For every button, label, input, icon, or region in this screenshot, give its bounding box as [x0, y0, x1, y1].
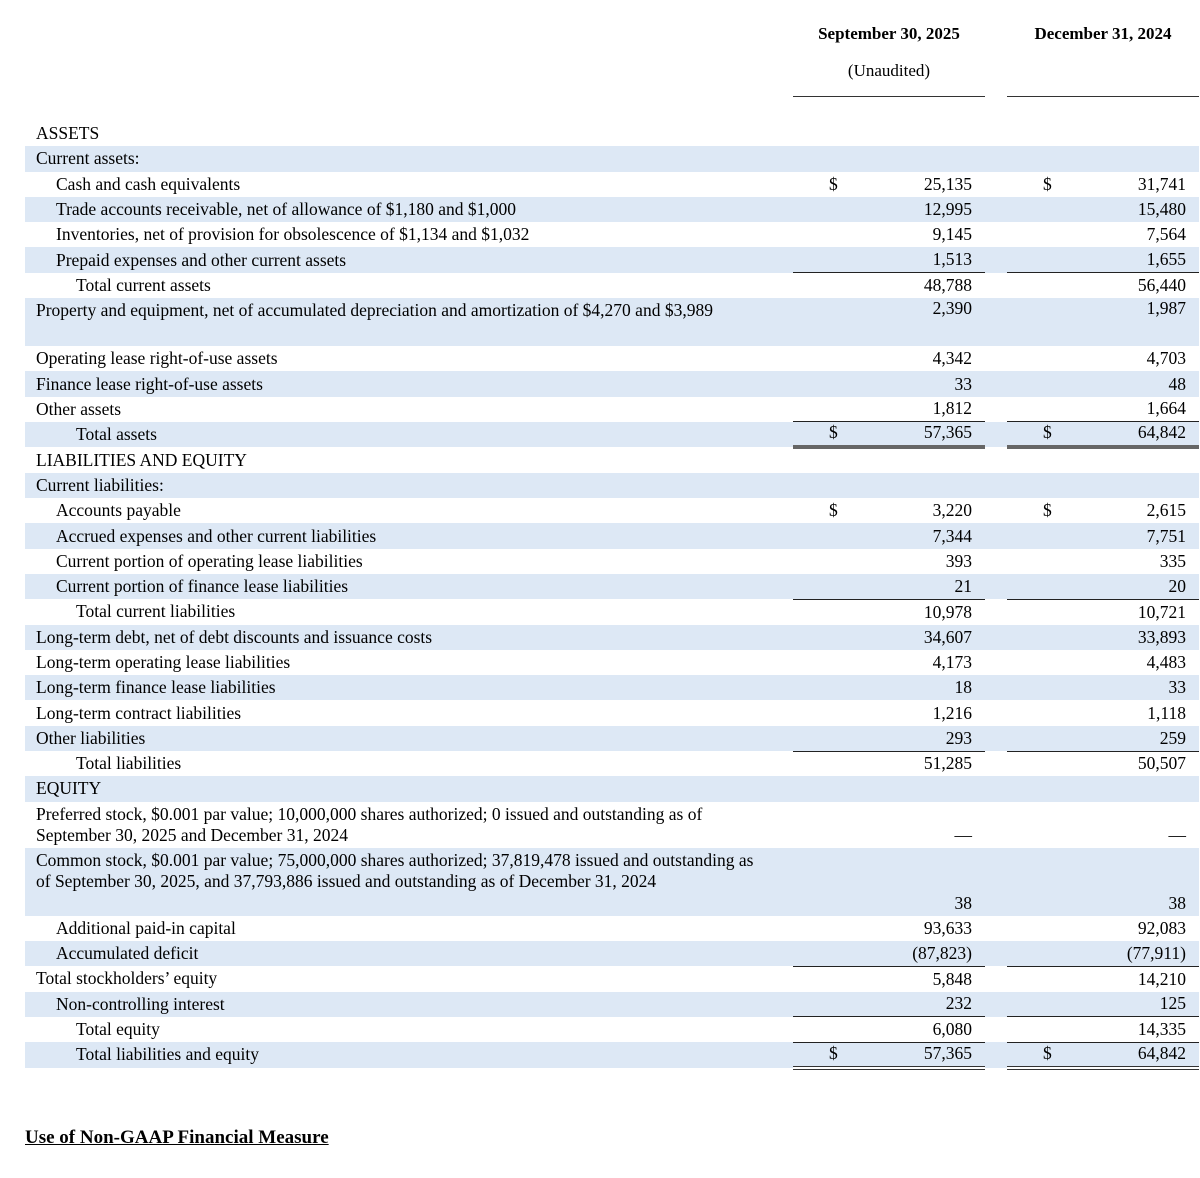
amount-value: 7,564	[1146, 224, 1186, 245]
amount-value: (77,911)	[1126, 942, 1186, 963]
value-sep-30-2025	[793, 397, 985, 422]
value-dec-31-2024	[1007, 397, 1199, 422]
amount-value: 293	[945, 727, 972, 748]
value-dec-31-2024	[1007, 498, 1199, 523]
value-sep-30-2025	[793, 599, 985, 624]
value-sep-30-2025	[793, 172, 985, 197]
value-dec-31-2024	[1007, 802, 1199, 848]
column-gap	[770, 397, 793, 422]
row-label: Trade accounts receivable, net of allowance of $1,180 and $1,000	[25, 197, 770, 222]
row-label: ASSETS	[36, 123, 100, 144]
value-dec-31-2024	[1007, 447, 1199, 472]
row-label: EQUITY	[25, 776, 770, 801]
amount-value: —	[954, 824, 972, 845]
amount-value: 57,365	[923, 422, 972, 443]
table-row	[25, 172, 1199, 197]
column-gap	[770, 650, 793, 675]
column-gap	[985, 625, 1007, 650]
row-label: Additional paid-in capital	[56, 917, 236, 938]
table-row	[25, 247, 1199, 272]
value-dec-31-2024	[1007, 273, 1199, 298]
table-row	[25, 422, 1199, 448]
currency-symbol: $	[1043, 173, 1052, 194]
amount-value: 34,607	[923, 626, 972, 647]
column-gap	[770, 523, 793, 548]
value-dec-31-2024	[1007, 848, 1199, 916]
amount-value: 50,507	[1137, 753, 1186, 774]
column-gap	[770, 726, 793, 751]
amount-value: 10,978	[923, 601, 972, 622]
table-row	[25, 848, 1199, 916]
column-date: September 30, 2025	[818, 24, 960, 43]
column-gap	[985, 222, 1007, 247]
column-date: December 31, 2024	[1034, 24, 1172, 43]
row-label: Long-term debt, net of debt discounts and issuance costs	[25, 625, 770, 650]
table-row	[25, 498, 1199, 523]
table-row	[25, 776, 1199, 801]
amount-value: 21	[954, 575, 972, 596]
value-dec-31-2024	[1007, 625, 1199, 650]
table-row	[25, 751, 1199, 776]
column-gap	[770, 273, 793, 298]
value-sep-30-2025	[793, 422, 985, 448]
column-gap	[985, 675, 1007, 700]
value-sep-30-2025	[793, 298, 985, 346]
value-dec-31-2024	[1007, 941, 1199, 966]
amount-value: 3,220	[932, 500, 972, 521]
amount-value: 393	[945, 550, 972, 571]
table-row	[25, 599, 1199, 624]
column-gap	[985, 498, 1007, 523]
amount-value: 1,664	[1146, 398, 1186, 419]
value-sep-30-2025	[793, 751, 985, 776]
column-gap	[985, 1042, 1007, 1068]
column-gap	[770, 197, 793, 222]
column-gap	[985, 422, 1007, 448]
column-gap	[985, 992, 1007, 1017]
row-label: Preferred stock, $0.001 par value; 10,000,000 shares authorized; 0 issued and outstanding as of September 30, 2025 and December 31, 2024	[36, 803, 703, 845]
value-dec-31-2024	[1007, 197, 1199, 222]
value-sep-30-2025	[793, 273, 985, 298]
column-gap	[770, 498, 793, 523]
currency-symbol: $	[829, 173, 838, 194]
column-gap	[770, 1042, 793, 1068]
row-label: Current portion of operating lease liabilities	[56, 550, 363, 571]
column-gap	[985, 650, 1007, 675]
amount-value: 18	[954, 677, 972, 698]
row-label: Cash and cash equivalents	[56, 173, 241, 194]
column-gap	[985, 802, 1007, 848]
value-dec-31-2024	[1007, 650, 1199, 675]
column-gap	[770, 1017, 793, 1042]
table-row	[25, 916, 1199, 941]
value-dec-31-2024	[1007, 1042, 1199, 1068]
row-label: Accounts payable	[56, 500, 181, 521]
table-row	[25, 121, 1199, 146]
amount-value: 1,216	[932, 702, 972, 723]
column-gap	[985, 298, 1007, 346]
amount-value: 33	[954, 373, 972, 394]
table-row	[25, 1017, 1199, 1042]
row-label: Other liabilities	[25, 726, 770, 751]
value-sep-30-2025	[793, 941, 985, 966]
row-label: Other assets	[36, 398, 122, 419]
table-row	[25, 473, 1199, 498]
row-label: Finance lease right-of-use assets	[25, 371, 770, 396]
column-gap	[770, 802, 793, 848]
value-sep-30-2025	[793, 992, 985, 1017]
amount-value: 64,842	[1137, 1042, 1186, 1063]
value-dec-31-2024	[1007, 916, 1199, 941]
column-gap	[985, 273, 1007, 298]
row-label: Property and equipment, net of accumulated depreciation and amortization of $4,270 and $3,989	[25, 298, 770, 346]
table-row	[25, 650, 1199, 675]
column-gap	[770, 121, 793, 146]
value-sep-30-2025	[793, 498, 985, 523]
column-gap	[985, 447, 1007, 472]
value-dec-31-2024	[1007, 222, 1199, 247]
table-row	[25, 1042, 1199, 1068]
amount-value: 232	[945, 993, 972, 1014]
row-label: Prepaid expenses and other current assets	[25, 247, 770, 272]
row-label: Current liabilities:	[25, 473, 770, 498]
value-sep-30-2025	[793, 346, 985, 371]
row-label: Total liabilities	[76, 753, 182, 774]
currency-symbol: $	[829, 1042, 838, 1063]
row-label: Accumulated deficit	[25, 941, 770, 966]
column-gap	[770, 916, 793, 941]
amount-value: 6,080	[932, 1018, 972, 1039]
table-row	[25, 146, 1199, 171]
amount-value: 56,440	[1137, 275, 1186, 296]
value-dec-31-2024	[1007, 172, 1199, 197]
currency-symbol: $	[1043, 1042, 1052, 1063]
column-gap	[985, 146, 1007, 171]
amount-value: 7,344	[932, 525, 972, 546]
column-gap	[770, 625, 793, 650]
table-row	[25, 447, 1199, 472]
column-gap	[770, 848, 793, 916]
amount-value: 64,842	[1137, 422, 1186, 443]
amount-value: 48	[1168, 373, 1186, 394]
value-sep-30-2025	[793, 726, 985, 751]
value-sep-30-2025	[793, 549, 985, 574]
value-dec-31-2024	[1007, 726, 1199, 751]
value-sep-30-2025	[793, 625, 985, 650]
value-sep-30-2025	[793, 966, 985, 991]
row-label: Total current assets	[76, 274, 211, 295]
column-gap	[770, 247, 793, 272]
row-label: Non-controlling interest	[25, 992, 770, 1017]
value-dec-31-2024	[1007, 992, 1199, 1017]
row-label: Total assets	[25, 422, 770, 448]
value-dec-31-2024	[1007, 473, 1199, 498]
column-gap	[770, 172, 793, 197]
value-dec-31-2024	[1007, 675, 1199, 700]
amount-value: 2,390	[932, 298, 972, 319]
amount-value: 1,987	[1146, 298, 1186, 319]
column-note: (Unaudited)	[847, 61, 931, 80]
table-row	[25, 726, 1199, 751]
column-gap	[985, 371, 1007, 396]
column-header-rule	[793, 96, 985, 97]
amount-value: 93,633	[923, 917, 972, 938]
value-sep-30-2025	[793, 700, 985, 725]
table-row	[25, 371, 1199, 396]
value-dec-31-2024	[1007, 700, 1199, 725]
value-sep-30-2025	[793, 447, 985, 472]
table-row	[25, 966, 1199, 991]
column-gap	[985, 941, 1007, 966]
row-label: Total equity	[76, 1018, 160, 1039]
value-dec-31-2024	[1007, 574, 1199, 599]
amount-value: 259	[1159, 727, 1186, 748]
amount-value: 48,788	[923, 275, 972, 296]
currency-symbol: $	[1043, 500, 1052, 521]
column-header	[0, 0, 1200, 110]
amount-value: 33,893	[1137, 626, 1186, 647]
column-gap	[770, 574, 793, 599]
value-sep-30-2025	[793, 121, 985, 146]
table-row	[25, 298, 1199, 346]
value-sep-30-2025	[793, 650, 985, 675]
column-gap	[985, 700, 1007, 725]
column-gap	[985, 916, 1007, 941]
row-label: Current assets:	[25, 146, 770, 171]
amount-value: 20	[1168, 575, 1186, 596]
column-gap	[770, 599, 793, 624]
amount-value: 14,210	[1137, 968, 1186, 989]
value-dec-31-2024	[1007, 549, 1199, 574]
amount-value: 31,741	[1137, 173, 1186, 194]
column-gap	[985, 549, 1007, 574]
column-gap	[985, 346, 1007, 371]
column-gap	[770, 422, 793, 448]
table-row	[25, 273, 1199, 298]
column-gap	[770, 473, 793, 498]
column-gap	[985, 473, 1007, 498]
column-gap	[770, 776, 793, 801]
amount-value: 4,173	[932, 652, 972, 673]
value-sep-30-2025	[793, 675, 985, 700]
section-title-non-gaap: Use of Non-GAAP Financial Measure	[25, 1127, 329, 1148]
row-label: Long-term contract liabilities	[36, 702, 242, 723]
amount-value: (87,823)	[912, 942, 972, 963]
currency-symbol: $	[829, 422, 838, 443]
column-gap	[770, 371, 793, 396]
table-row	[25, 197, 1199, 222]
value-sep-30-2025	[793, 473, 985, 498]
value-sep-30-2025	[793, 802, 985, 848]
amount-value: 335	[1159, 550, 1186, 571]
amount-value: 4,483	[1146, 652, 1186, 673]
amount-value: 1,513	[932, 249, 972, 270]
column-gap	[770, 751, 793, 776]
table-row	[25, 346, 1199, 371]
column-header-rule	[1007, 96, 1199, 97]
row-label: Total liabilities and equity	[25, 1042, 770, 1068]
column-gap	[770, 675, 793, 700]
table-row	[25, 802, 1199, 848]
column-gap	[985, 197, 1007, 222]
value-dec-31-2024	[1007, 422, 1199, 448]
value-sep-30-2025	[793, 916, 985, 941]
amount-value: 1,812	[932, 398, 972, 419]
table-row	[25, 700, 1199, 725]
currency-symbol: $	[1043, 422, 1052, 443]
table-row	[25, 523, 1199, 548]
table-row	[25, 992, 1199, 1017]
balance-sheet-table	[25, 121, 1199, 1070]
amount-value: 125	[1159, 993, 1186, 1014]
value-sep-30-2025	[793, 776, 985, 801]
value-sep-30-2025	[793, 1042, 985, 1068]
table-row	[25, 549, 1199, 574]
column-gap	[770, 941, 793, 966]
column-gap	[985, 776, 1007, 801]
amount-value: 92,083	[1137, 917, 1186, 938]
table-row	[25, 941, 1199, 966]
column-gap	[770, 966, 793, 991]
amount-value: 12,995	[923, 199, 972, 220]
column-gap	[985, 523, 1007, 548]
value-dec-31-2024	[1007, 966, 1199, 991]
row-label: Long-term finance lease liabilities	[25, 675, 770, 700]
row-label: Total current liabilities	[76, 601, 236, 622]
value-sep-30-2025	[793, 222, 985, 247]
value-dec-31-2024	[1007, 346, 1199, 371]
amount-value: 1,655	[1146, 249, 1186, 270]
value-dec-31-2024	[1007, 371, 1199, 396]
table-row	[25, 574, 1199, 599]
value-dec-31-2024	[1007, 146, 1199, 171]
value-sep-30-2025	[793, 523, 985, 548]
amount-value: 9,145	[932, 224, 972, 245]
amount-value: 38	[954, 892, 972, 913]
column-gap	[985, 966, 1007, 991]
column-gap	[985, 599, 1007, 624]
row-label: Accrued expenses and other current liabilities	[25, 523, 770, 548]
value-sep-30-2025	[793, 848, 985, 916]
column-gap	[985, 726, 1007, 751]
column-gap	[770, 298, 793, 346]
row-label: Inventories, net of provision for obsolescence of $1,134 and $1,032	[56, 224, 530, 245]
column-gap	[985, 1017, 1007, 1042]
table-row	[25, 222, 1199, 247]
amount-value: 1,118	[1147, 702, 1186, 723]
amount-value: 38	[1168, 892, 1186, 913]
amount-value: 7,751	[1146, 525, 1186, 546]
value-dec-31-2024	[1007, 298, 1199, 346]
value-dec-31-2024	[1007, 1017, 1199, 1042]
value-dec-31-2024	[1007, 599, 1199, 624]
row-label: Long-term operating lease liabilities	[36, 651, 291, 672]
table-row	[25, 397, 1199, 422]
row-label: Common stock, $0.001 par value; 75,000,000 shares authorized; 37,819,478 issued and outstanding as of September 30, 2025, and 37,793,886 issued and outstanding as of December 31, 2024	[25, 848, 770, 916]
column-gap	[985, 574, 1007, 599]
amount-value: 2,615	[1146, 500, 1186, 521]
column-gap	[770, 549, 793, 574]
table-row	[25, 675, 1199, 700]
amount-value: 14,335	[1137, 1018, 1186, 1039]
value-sep-30-2025	[793, 371, 985, 396]
column-gap	[985, 247, 1007, 272]
amount-value: 33	[1168, 677, 1186, 698]
row-label: LIABILITIES AND EQUITY	[36, 449, 247, 470]
value-sep-30-2025	[793, 1017, 985, 1042]
value-sep-30-2025	[793, 574, 985, 599]
column-gap	[770, 700, 793, 725]
column-gap	[770, 447, 793, 472]
value-sep-30-2025	[793, 146, 985, 171]
column-gap	[770, 222, 793, 247]
column-gap	[985, 397, 1007, 422]
value-sep-30-2025	[793, 197, 985, 222]
amount-value: 15,480	[1137, 199, 1186, 220]
column-gap	[770, 346, 793, 371]
amount-value: 4,703	[1146, 348, 1186, 369]
value-dec-31-2024	[1007, 776, 1199, 801]
amount-value: 51,285	[923, 753, 972, 774]
value-sep-30-2025	[793, 247, 985, 272]
row-label: Current portion of finance lease liabilities	[25, 574, 770, 599]
value-dec-31-2024	[1007, 247, 1199, 272]
column-gap	[770, 992, 793, 1017]
table-row	[25, 625, 1199, 650]
column-gap	[985, 751, 1007, 776]
amount-value: 57,365	[923, 1042, 972, 1063]
column-gap	[985, 172, 1007, 197]
row-label: Operating lease right-of-use assets	[36, 348, 278, 369]
amount-value: 10,721	[1137, 601, 1186, 622]
amount-value: 4,342	[932, 348, 972, 369]
amount-value: 25,135	[923, 173, 972, 194]
currency-symbol: $	[829, 500, 838, 521]
amount-value: —	[1168, 824, 1186, 845]
value-dec-31-2024	[1007, 121, 1199, 146]
row-label: Total stockholders’ equity	[36, 968, 218, 989]
column-gap	[985, 121, 1007, 146]
column-gap	[770, 146, 793, 171]
amount-value: 5,848	[932, 968, 972, 989]
value-dec-31-2024	[1007, 751, 1199, 776]
value-dec-31-2024	[1007, 523, 1199, 548]
column-gap	[985, 848, 1007, 916]
